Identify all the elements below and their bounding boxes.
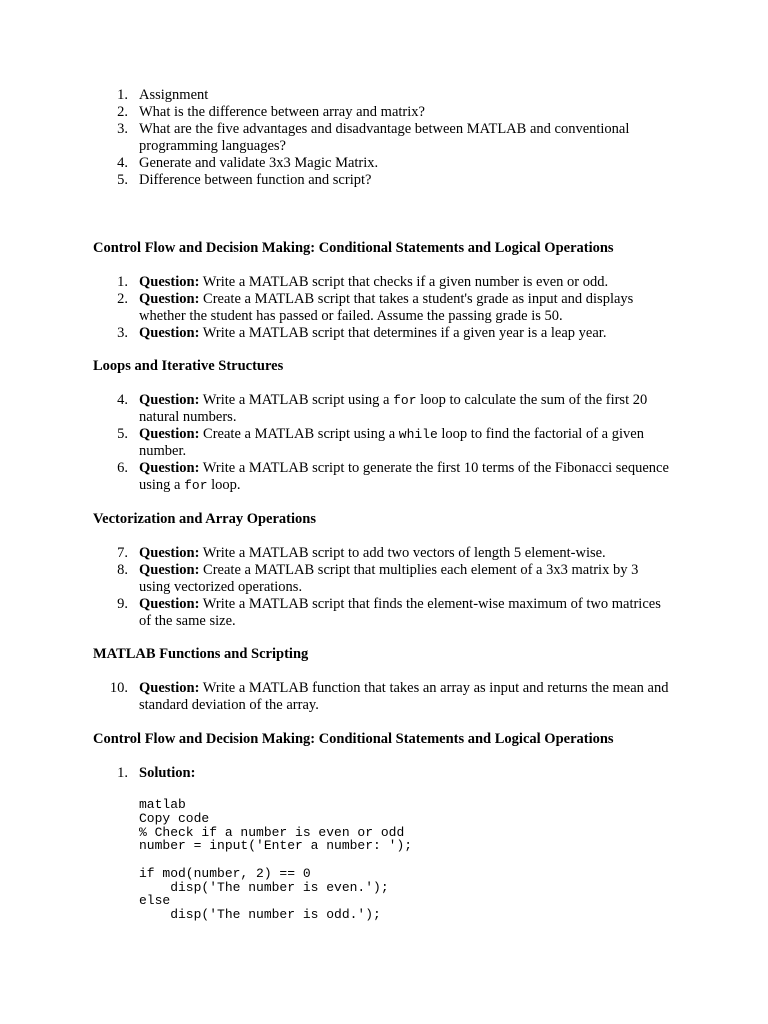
question-label: Question: [139, 562, 200, 578]
question-label: Question: [139, 460, 200, 476]
list-text: Generate and validate 3x3 Magic Matrix. [139, 155, 379, 171]
question-text: Write a MATLAB script using a [199, 392, 394, 408]
question-text: loop. [207, 477, 241, 493]
question-text: Create a MATLAB script that multiplies each element of a 3x3 matrix by 3 using vectorized operations. [139, 562, 639, 595]
list-item [0, 291, 768, 325]
list-number: 4. [117, 392, 128, 408]
question-label: Question: [139, 291, 200, 307]
list-number: 4. [117, 155, 128, 171]
section-heading-loops: Loops and Iterative Structures [93, 358, 284, 374]
list-text: Assignment [139, 87, 209, 103]
list-number: 2. [117, 291, 128, 307]
vectorization-questions [0, 545, 768, 630]
loops-questions [0, 392, 768, 494]
list-item [0, 87, 768, 104]
list-number: 3. [117, 325, 128, 341]
section-heading-control-flow: Control Flow and Decision Making: Conditional Statements and Logical Operations [93, 240, 614, 256]
list-number: 2. [117, 104, 128, 120]
list-text: What is the difference between array and matrix? [139, 104, 425, 120]
list-number: 5. [117, 426, 128, 442]
solutions-list [0, 765, 768, 782]
question-label: Question: [139, 680, 200, 696]
list-item [0, 460, 768, 494]
control-flow-questions [0, 274, 768, 342]
question-text: Write a MATLAB script to generate the first 10 terms of the Fibonacci sequence using a [139, 460, 669, 493]
list-number: 5. [117, 172, 128, 188]
list-number: 1. [117, 765, 128, 781]
section-heading-solutions: Control Flow and Decision Making: Conditional Statements and Logical Operations [93, 731, 614, 747]
list-number: 1. [117, 274, 128, 290]
list-text: What are the five advantages and disadvantage between MATLAB and conventional programming languages? [139, 121, 630, 154]
list-item [0, 325, 768, 342]
list-item [0, 392, 768, 426]
solution-label: Solution: [139, 765, 196, 781]
inline-code: for [393, 393, 417, 408]
list-number: 9. [117, 596, 128, 612]
list-number: 10. [109, 680, 128, 696]
section-heading-vectorization: Vectorization and Array Operations [93, 511, 316, 527]
list-item [0, 155, 768, 172]
list-item [0, 426, 768, 460]
list-number: 7. [117, 545, 128, 561]
list-item [0, 680, 768, 714]
list-text: Difference between function and script? [139, 172, 372, 188]
list-item [0, 562, 768, 596]
question-text: Create a MATLAB script that takes a student's grade as input and displays whether the student has passed or failed. Assume the passing grade is 50. [139, 291, 634, 324]
question-label: Question: [139, 274, 200, 290]
question-text: loop to calculate the sum of the first 20 natural numbers. [139, 392, 648, 425]
inline-code: for [184, 478, 208, 493]
question-text: Write a MATLAB script to add two vectors of length 5 element-wise. [199, 545, 606, 561]
list-number: 8. [117, 562, 128, 578]
question-label: Question: [139, 596, 200, 612]
list-item [0, 121, 768, 155]
list-item [0, 274, 768, 291]
section-heading-functions: MATLAB Functions and Scripting [93, 646, 309, 662]
question-text: loop to find the factorial of a given number. [139, 426, 644, 459]
list-item [0, 104, 768, 121]
list-item [0, 765, 768, 782]
intro-list [0, 87, 768, 189]
inline-code: while [398, 427, 438, 442]
list-number: 6. [117, 460, 128, 476]
question-label: Question: [139, 325, 200, 341]
question-text: Write a MATLAB function that takes an array as input and returns the mean and standard deviation of the array. [139, 680, 669, 713]
question-text: Write a MATLAB script that finds the element-wise maximum of two matrices of the same size. [139, 596, 661, 629]
list-number: 3. [117, 121, 128, 137]
question-label: Question: [139, 426, 200, 442]
list-number: 1. [117, 87, 128, 103]
list-item [0, 172, 768, 189]
code-block: matlab Copy code % Check if a number is even or odd number = input('Enter a number: '); if mod(number, 2) == 0 disp('The number is even.'); else disp('The number is odd.'); [139, 797, 413, 922]
functions-questions [0, 680, 768, 714]
question-label: Question: [139, 392, 200, 408]
question-label: Question: [139, 545, 200, 561]
question-text: Write a MATLAB script that checks if a given number is even or odd. [199, 274, 609, 290]
list-item [0, 596, 768, 630]
question-text: Write a MATLAB script that determines if a given year is a leap year. [199, 325, 607, 341]
question-text: Create a MATLAB script using a [199, 426, 399, 442]
list-item [0, 545, 768, 562]
